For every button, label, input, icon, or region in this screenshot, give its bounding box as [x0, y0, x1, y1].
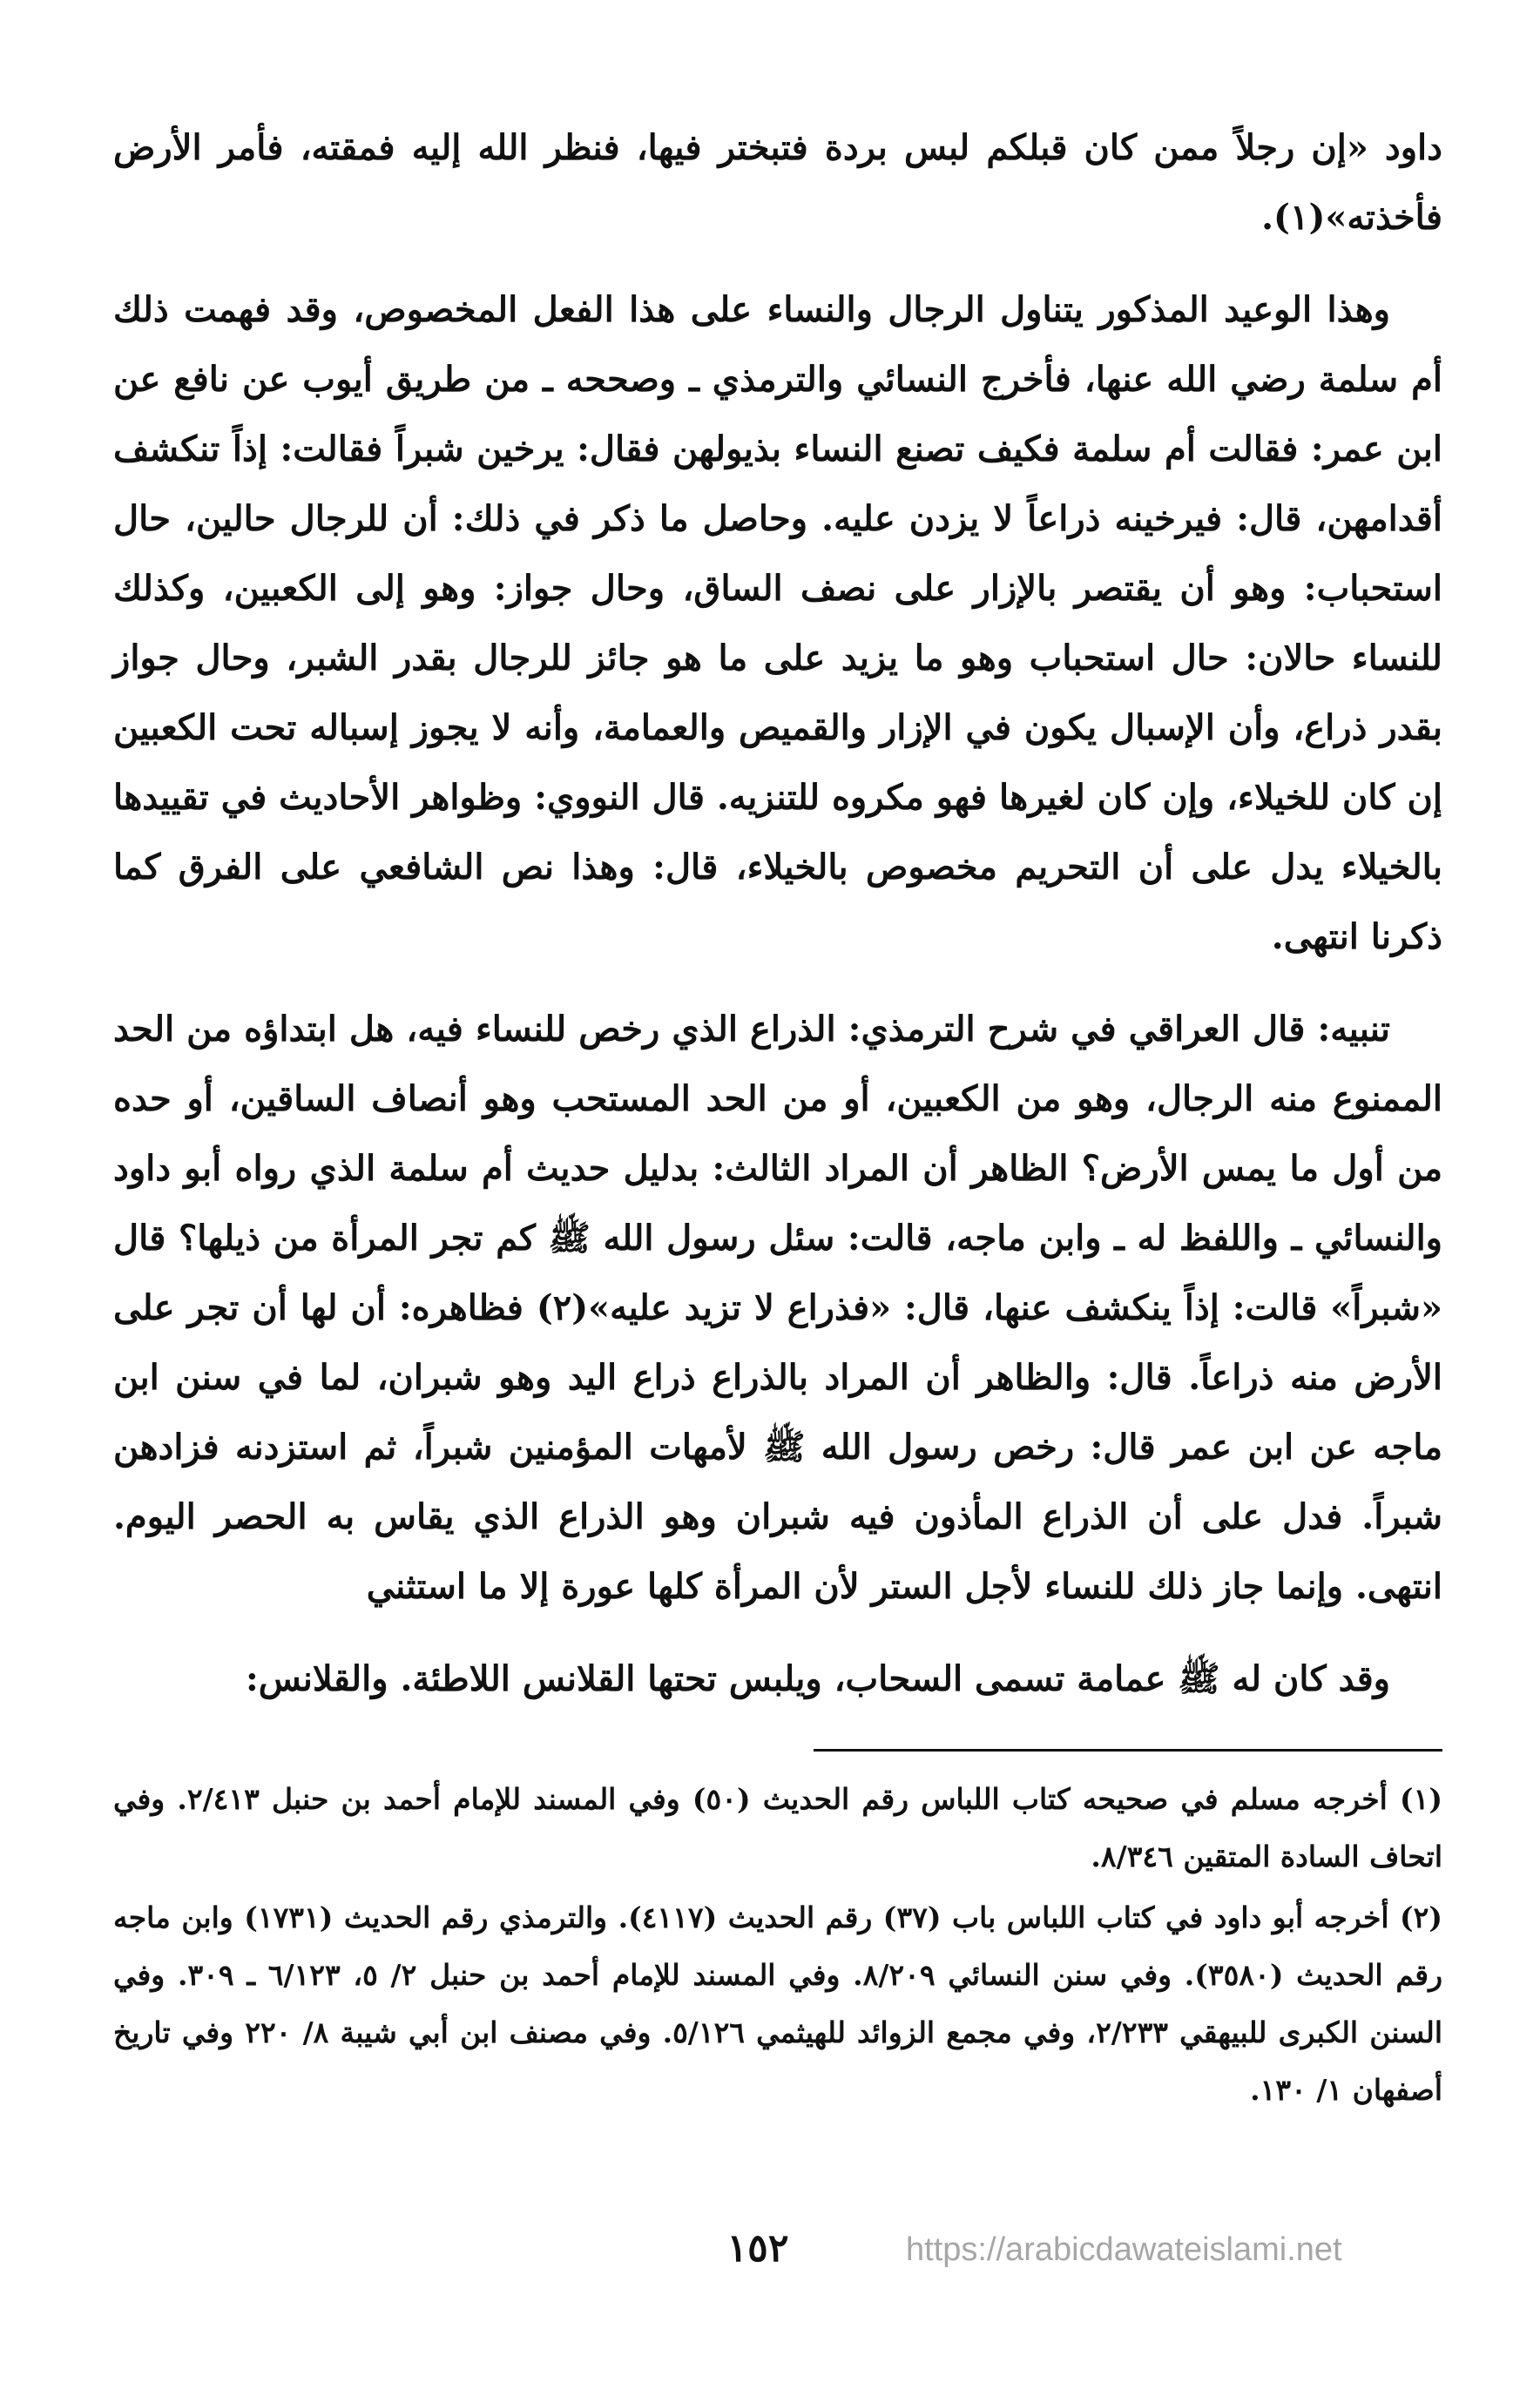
footnotes [113, 1771, 1442, 2119]
main-text [113, 113, 1442, 1714]
footnote: (٢) أخرجه أبو داود في كتاب اللباس باب (٣٧) رقم الحديث (٤١١٧). والترمذي رقم الحديث (١٧٣١) وابن ماجه رقم الحديث (٣٥٨٠). وفي سنن النسائي ٨/٢٠٩. وفي المسند للإمام أحمد بن حنبل ٢/ ٥، ٦/١٢٣ ـ ٣٠٩. وفي السنن الكبرى للبيهقي ٢/٢٣٣، وفي مجمع الزوائد للهيثمي ٥/١٢٦. وفي مصنف ابن أبي شيبة ٨/ ٢٢٠ وفي تاريخ أصفهان ١/ ١٣٠. [113, 1900, 1443, 2107]
paragraph: تنبيه: قال العراقي في شرح الترمذي: الذراع الذي رخص للنساء فيه، هل ابتداؤه من الحد الممنوع منه الرجال، وهو من الكعبين، أو من الحد المستحب وهو أنصاف الساقين، أو حده من أول ما يمس الأرض؟ الظاهر أن المراد الثالث: بدليل حديث أم سلمة الذي رواه أبو داود والنسائي ـ واللفظ له ـ وابن ماجه، قالت: سئل رسول الله ﷺ كم تجر المرأة من ذيلها؟ قال «شبراً» قالت: إذاً ينكشف عنها، قال: «فذراع لا تزيد عليه»(٢) فظاهره: أن لها أن تجر على الأرض منه ذراعاً. قال: والظاهر أن المراد بالذراع ذراع اليد وهو شبران، لما في سنن ابن ماجه عن ابن عمر قال: رخص رسول الله ﷺ لأمهات المؤمنين شبراً، ثم استزدنه فزادهن شبراً. فدل على أن الذراع المأذون فيه شبران وهو الذراع الذي يقاس به الحصر اليوم. انتهى. وإنما جاز ذلك للنساء لأجل الستر لأن المرأة كلها عورة إلا ما استثني [113, 1009, 1443, 1607]
paragraph: داود «إن رجلاً ممن كان قبلكم لبس بردة فتبختر فيها، فنظر الله إليه فمقته، فأمر الأرض فأخذته»(١). [113, 127, 1442, 238]
footnote-divider [814, 1749, 1442, 1752]
paragraph: وهذا الوعيد المذكور يتناول الرجال والنساء على هذا الفعل المخصوص، وقد فهمت ذلك أم سلمة رضي الله عنها، فأخرج النسائي والترمذي ـ وصححه ـ من طريق أيوب عن نافع عن ابن عمر: فقالت أم سلمة فكيف تصنع النساء بذيولهن فقال: يرخين شبراً فقالت: إذاً تنكشف أقدامهن، قال: فيرخينه ذراعاً لا يزدن عليه. وحاصل ما ذكر في ذلك: أن للرجال حالين، حال استحباب: وهو أن يقتصر بالإزار على نصف الساق، وحال جواز: وهو إلى الكعبين، وكذلك للنساء حالان: حال استحباب وهو ما يزيد على ما هو جائز للرجال بقدر الشبر، وحال جواز بقدر ذراع، وأن الإسبال يكون في الإزار والقميص والعمامة، وأنه لا يجوز إسباله تحت الكعبين إن كان للخيلاء، وإن كان لغيرها فهو مكروه للتنزيه. قال النووي: وظواهر الأحاديث في تقييدها بالخيلاء يدل على أن التحريم مخصوص بالخيلاء، قال: وهذا نص الشافعي على الفرق كما ذكرنا انتهى. [113, 289, 1443, 957]
footnote: (١) أخرجه مسلم في صحيحه كتاب اللباس رقم الحديث (٥٠) وفي المسند للإمام أحمد بن حنبل ٢/٤١٣. وفي اتحاف السادة المتقين ٨/٣٤٦. [113, 1782, 1443, 1873]
watermark-url: https://arabicdawateislami.net [906, 2231, 1342, 2268]
paragraph: وقد كان له ﷺ عمامة تسمى السحاب، ويلبس تحتها القلانس اللاطئة. والقلانس: [245, 1658, 1390, 1699]
page-number: ١٥٢ [726, 2226, 789, 2271]
